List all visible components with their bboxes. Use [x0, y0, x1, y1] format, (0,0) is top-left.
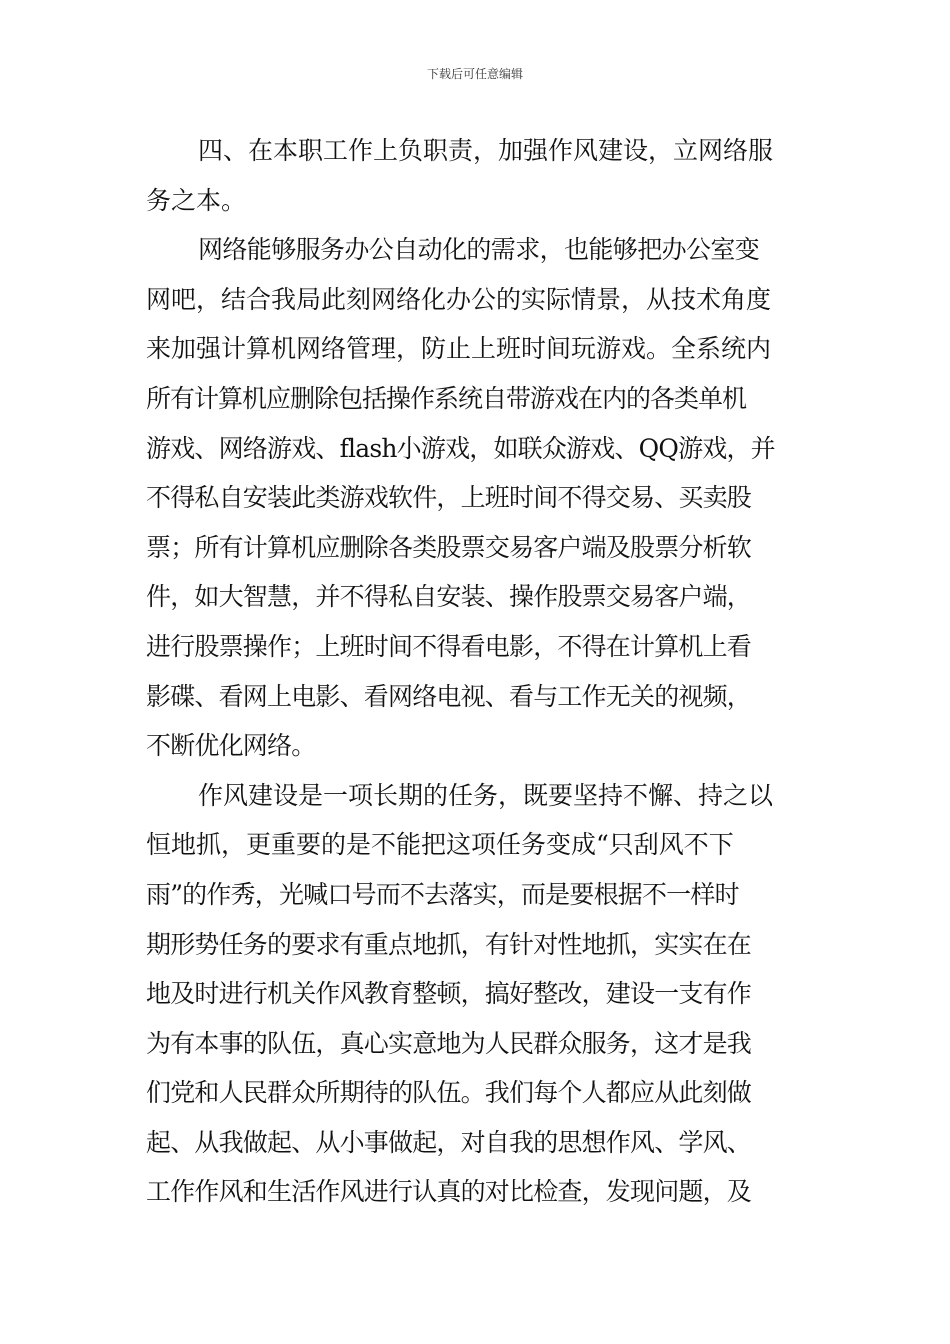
paragraph-line: 工作作风和生活作风进行认真的对比检查，发现问题，及 [146, 1177, 752, 1207]
paragraph-line: 不得私自安装此类游戏软件，上班时间不得交易、买卖股 [146, 483, 752, 513]
paragraph-line: 务之本。 [146, 185, 247, 215]
paragraph-line: 网吧，结合我局此刻网络化办公的实际情景，从技术角度 [146, 284, 772, 314]
paragraph-line: 票；所有计算机应删除各类股票交易客户端及股票分析软 [146, 532, 752, 562]
paragraph-line: 不断优化网络。 [146, 731, 316, 761]
paragraph-line: 期形势任务的要求有重点地抓，有针对性地抓，实实在在 [146, 929, 752, 959]
paragraph-line: 来加强计算机网络管理，防止上班时间玩游戏。全系统内 [146, 334, 772, 364]
paragraph-line: 地及时进行机关作风教育整顿，搞好整改，建设一支有作 [146, 979, 752, 1009]
paragraph-line: 游戏、网络游戏、flash小游戏，如联众游戏、QQ游戏，并 [146, 433, 775, 463]
paragraph-line: 所有计算机应删除包括操作系统自带游戏在内的各类单机 [146, 383, 747, 413]
document-body [146, 126, 806, 1217]
paragraph-line: 网络能够服务办公自动化的需求，也能够把办公室变 [198, 235, 760, 265]
paragraph-line: 影碟、看网上电影、看网络电视、看与工作无关的视频， [146, 681, 752, 711]
paragraph-line: 们党和人民群众所期待的队伍。我们每个人都应从此刻做 [146, 1078, 752, 1108]
paragraph-line: 恒地抓，更重要的是不能把这项任务变成“只刮风不下 [146, 830, 734, 860]
paragraph-line: 进行股票操作；上班时间不得看电影，不得在计算机上看 [146, 631, 752, 661]
paragraph-line: 四、在本职工作上负职责，加强作风建设，立网络服 [198, 136, 774, 165]
paragraph-line: 为有本事的队伍，真心实意地为人民群众服务，这才是我 [146, 1028, 752, 1058]
paragraph-line: 件，如大智慧，并不得私自安装、操作股票交易客户端， [146, 582, 752, 612]
paragraph-line: 雨”的作秀，光喊口号而不去落实，而是要根据不一样时 [146, 879, 739, 909]
paragraph-line: 起、从我做起、从小事做起，对自我的思想作风、学风、 [146, 1127, 752, 1157]
page-header: 下载后可任意编辑 [426, 67, 523, 81]
paragraph-line: 作风建设是一项长期的任务，既要坚持不懈、持之以 [198, 780, 774, 810]
